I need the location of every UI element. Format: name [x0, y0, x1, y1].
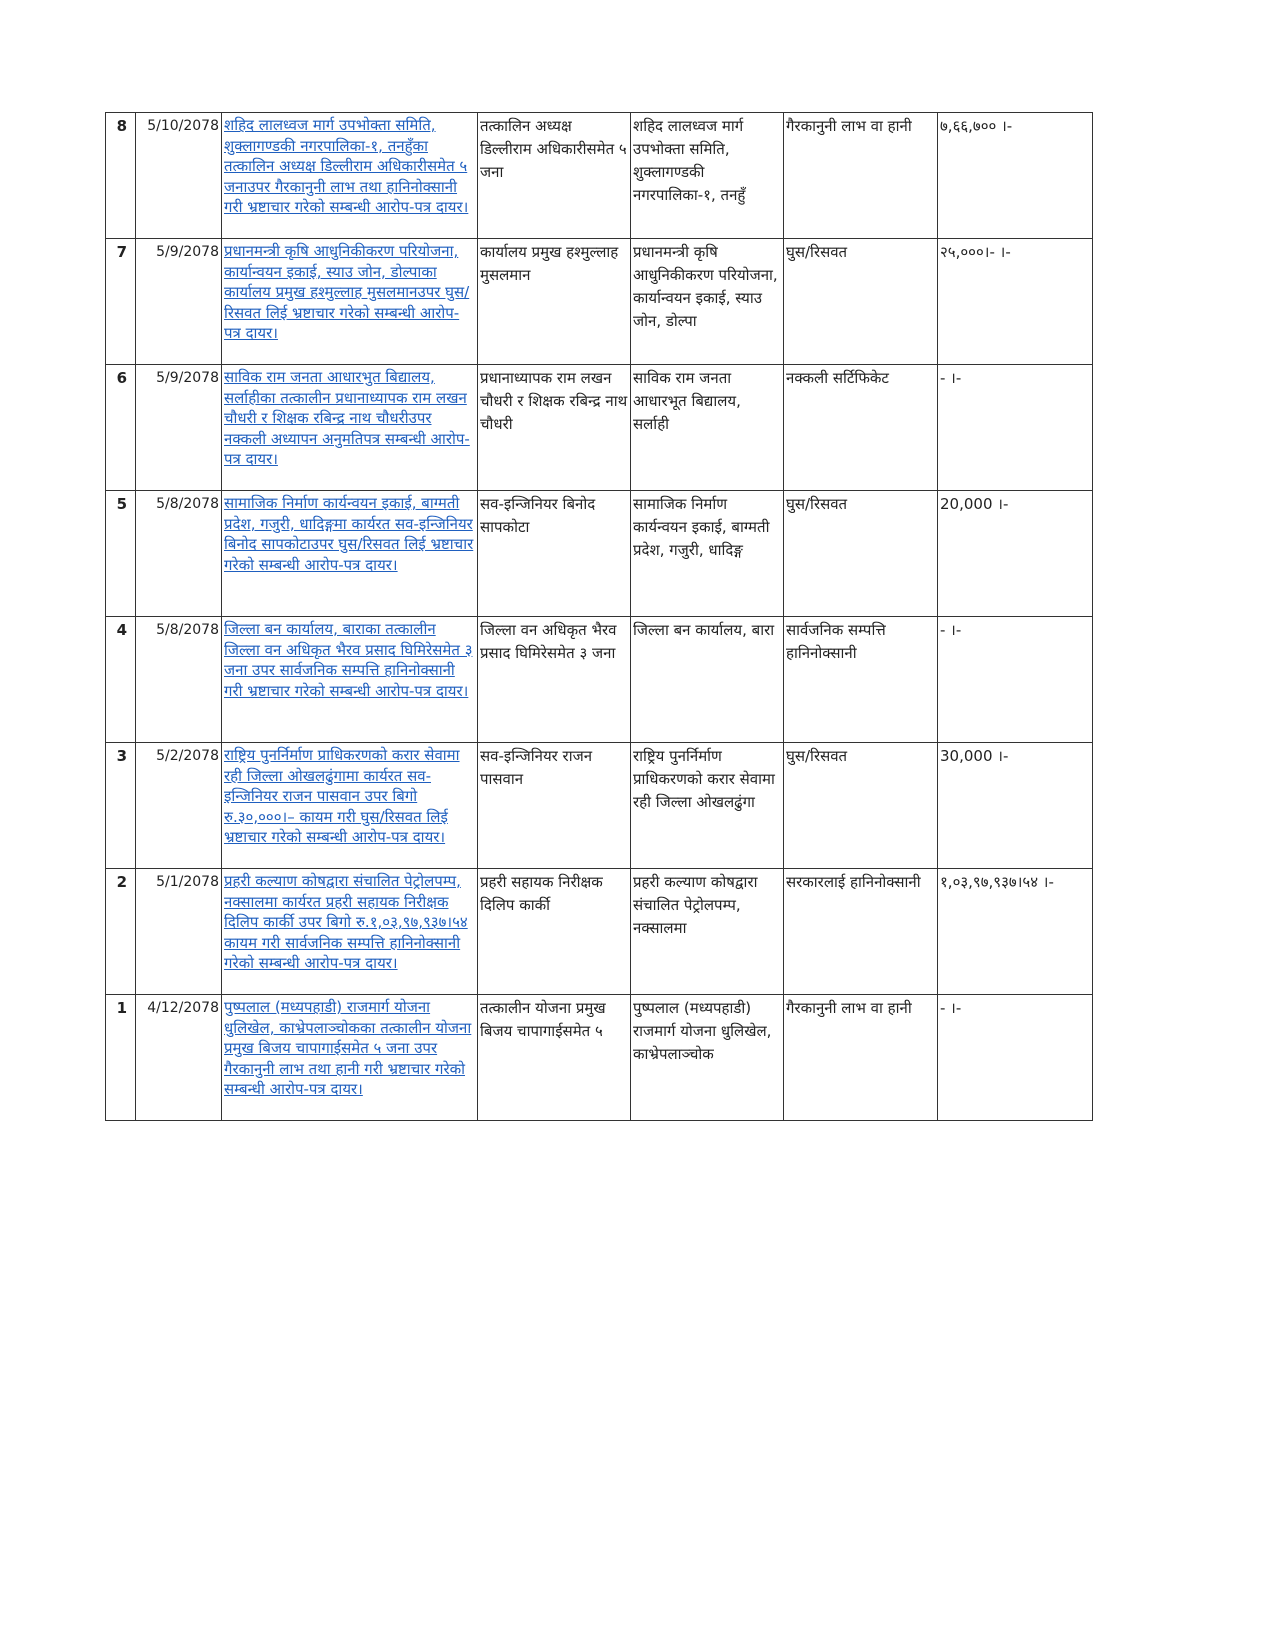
date-cell: 5/9/2078 [136, 365, 222, 491]
accused-cell: कार्यालय प्रमुख हश्मुल्लाह मुसलमान [478, 239, 631, 365]
case-table [105, 112, 1093, 1121]
table-row [106, 365, 1093, 491]
serial-number-cell: 2 [106, 869, 136, 995]
case-title-cell [222, 365, 478, 491]
date-cell: 4/12/2078 [136, 995, 222, 1121]
case-title-cell [222, 995, 478, 1121]
accused-cell: सव-इन्जिनियर बिनोद सापकोटा [478, 491, 631, 617]
case-title-cell [222, 617, 478, 743]
amount-cell: - ।- [938, 617, 1093, 743]
office-cell: प्रहरी कल्याण कोषद्वारा संचालित पेट्रोलपम्प, नक्सालमा [631, 869, 784, 995]
case-title-cell [222, 113, 478, 239]
date-cell: 5/10/2078 [136, 113, 222, 239]
amount-cell: ७,६६,७०० ।- [938, 113, 1093, 239]
amount-cell: २५,०००।- ।- [938, 239, 1093, 365]
date-cell: 5/1/2078 [136, 869, 222, 995]
category-cell: घुस/रिसवत [784, 743, 938, 869]
table-row [106, 743, 1093, 869]
amount-cell: 30,000 ।- [938, 743, 1093, 869]
accused-cell: तत्कालिन अध्यक्ष डिल्लीराम अधिकारीसमेत ५ जना [478, 113, 631, 239]
category-cell: सरकारलाई हानिनोक्सानी [784, 869, 938, 995]
case-title-cell [222, 869, 478, 995]
serial-number-cell: 7 [106, 239, 136, 365]
office-cell: पुष्पलाल (मध्यपहाडी) राजमार्ग योजना धुलिखेल, काभ्रेपलाञ्चोक [631, 995, 784, 1121]
office-cell: साविक राम जनता आधारभूत बिद्यालय, सर्लाही [631, 365, 784, 491]
date-cell: 5/8/2078 [136, 491, 222, 617]
case-title-link[interactable]: पुष्पलाल (मध्यपहाडी) राजमार्ग योजना धुलिखेल, काभ्रेपलाञ्चोकका तत्कालीन योजना प्रमुख बिजय चापागाईसमेत ५ जना उपर गैरकानुनी लाभ तथा हानी गरी भ्रष्टाचार गरेको सम्बन्धी आरोप-पत्र दायर। [224, 998, 472, 1098]
office-cell: सामाजिक निर्माण कार्यन्वयन इकाई, बाग्मती प्रदेश, गजुरी, धादिङ्ग [631, 491, 784, 617]
date-cell: 5/2/2078 [136, 743, 222, 869]
category-cell: नक्कली सर्टिफिकेट [784, 365, 938, 491]
category-cell: गैरकानुनी लाभ वा हानी [784, 113, 938, 239]
table-row [106, 491, 1093, 617]
table-row [106, 617, 1093, 743]
office-cell: राष्ट्रिय पुनर्निर्माण प्राधिकरणको करार सेवामा रही जिल्ला ओखलढुंगा [631, 743, 784, 869]
category-cell: घुस/रिसवत [784, 239, 938, 365]
case-table-body [106, 113, 1093, 1121]
serial-number-cell: 6 [106, 365, 136, 491]
serial-number-cell: 4 [106, 617, 136, 743]
amount-cell: - ।- [938, 995, 1093, 1121]
case-title-link[interactable]: साविक राम जनता आधारभुत बिद्यालय, सर्लाहीका तत्कालीन प्रधानाध्यापक राम लखन चौधरी र शिक्षक रबिन्द्र नाथ चौधरीउपर नक्कली अध्यापन अनुमतिपत्र सम्बन्धी आरोप-पत्र दायर। [224, 368, 470, 468]
serial-number-cell: 1 [106, 995, 136, 1121]
date-cell: 5/9/2078 [136, 239, 222, 365]
case-title-link[interactable]: राष्ट्रिय पुनर्निर्माण प्राधिकरणको करार सेवामा रही जिल्ला ओखलढुंगामा कार्यरत सव-इन्जिनियर राजन पासवान उपर बिगो रु.३०,०००।– कायम गरी घुस/रिसवत लिई भ्रष्टाचार गरेको सम्बन्धी आरोप-पत्र दायर। [224, 746, 460, 846]
case-title-link[interactable]: प्रहरी कल्याण कोषद्वारा संचालित पेट्रोलपम्प, नक्सालमा कार्यरत प्रहरी सहायक निरीक्षक दिलिप कार्की उपर बिगो रु.१,०३,९७,९३७।५४ कायम गरी सार्वजनिक सम्पत्ति हानिनोक्सानी गरेको सम्बन्धी आरोप-पत्र दायर। [224, 872, 468, 972]
case-title-cell [222, 743, 478, 869]
table-row [106, 869, 1093, 995]
accused-cell: सव-इन्जिनियर राजन पासवान [478, 743, 631, 869]
case-title-link[interactable]: जिल्ला बन कार्यालय, बाराका तत्कालीन जिल्ला वन अधिकृत भैरव प्रसाद घिमिरेसमेत ३ जना उपर सार्वजनिक सम्पत्ति हानिनोक्सानी गरी भ्रष्टाचार गरेको सम्बन्धी आरोप-पत्र दायर। [224, 620, 473, 700]
case-title-link[interactable]: प्रधानमन्त्री कृषि आधुनिकीकरण परियोजना, कार्यान्वयन इकाई, स्याउ जोन, डोल्पाका कार्यालय प्रमुख हश्मुल्लाह मुसलमानउपर घुस/रिसवत लिई भ्रष्टाचार गरेको सम्बन्धी आरोप-पत्र दायर। [224, 242, 470, 342]
amount-cell: - ।- [938, 365, 1093, 491]
table-row [106, 239, 1093, 365]
serial-number-cell: 5 [106, 491, 136, 617]
category-cell: घुस/रिसवत [784, 491, 938, 617]
office-cell: प्रधानमन्त्री कृषि आधुनिकीकरण परियोजना, कार्यान्वयन इकाई, स्याउ जोन, डोल्पा [631, 239, 784, 365]
table-row [106, 995, 1093, 1121]
case-title-link[interactable]: सामाजिक निर्माण कार्यन्वयन इकाई, बाग्मती प्रदेश, गजुरी, धादिङ्गमा कार्यरत सव-इन्जिनियर बिनोद सापकोटाउपर घुस/रिसवत लिई भ्रष्टाचार गरेको सम्बन्धी आरोप-पत्र दायर। [224, 494, 474, 574]
accused-cell: प्रहरी सहायक निरीक्षक दिलिप कार्की [478, 869, 631, 995]
category-cell: गैरकानुनी लाभ वा हानी [784, 995, 938, 1121]
serial-number-cell: 3 [106, 743, 136, 869]
office-cell: जिल्ला बन कार्यालय, बारा [631, 617, 784, 743]
case-title-cell [222, 491, 478, 617]
date-cell: 5/8/2078 [136, 617, 222, 743]
case-title-cell [222, 239, 478, 365]
serial-number-cell: 8 [106, 113, 136, 239]
case-title-link[interactable]: शहिद लालध्वज मार्ग उपभोक्ता समिति, शुक्लागण्डकी नगरपालिका-१, तनहुँका तत्कालिन अध्यक्ष डिल्लीराम अधिकारीसमेत ५ जनाउपर गैरकानुनी लाभ तथा हानिनोक्सानी गरी भ्रष्टाचार गरेको सम्बन्धी आरोप-पत्र दायर। [224, 116, 469, 216]
table-row [106, 113, 1093, 239]
amount-cell: 20,000 ।- [938, 491, 1093, 617]
accused-cell: जिल्ला वन अधिकृत भैरव प्रसाद घिमिरेसमेत ३ जना [478, 617, 631, 743]
category-cell: सार्वजनिक सम्पत्ति हानिनोक्सानी [784, 617, 938, 743]
amount-cell: १,०३,९७,९३७।५४ ।- [938, 869, 1093, 995]
office-cell: शहिद लालध्वज मार्ग उपभोक्ता समिति, शुक्लागण्डकी नगरपालिका-१, तनहुँ [631, 113, 784, 239]
accused-cell: प्रधानाध्यापक राम लखन चौधरी र शिक्षक रबिन्द्र नाथ चौधरी [478, 365, 631, 491]
accused-cell: तत्कालीन योजना प्रमुख बिजय चापागाईसमेत ५ [478, 995, 631, 1121]
